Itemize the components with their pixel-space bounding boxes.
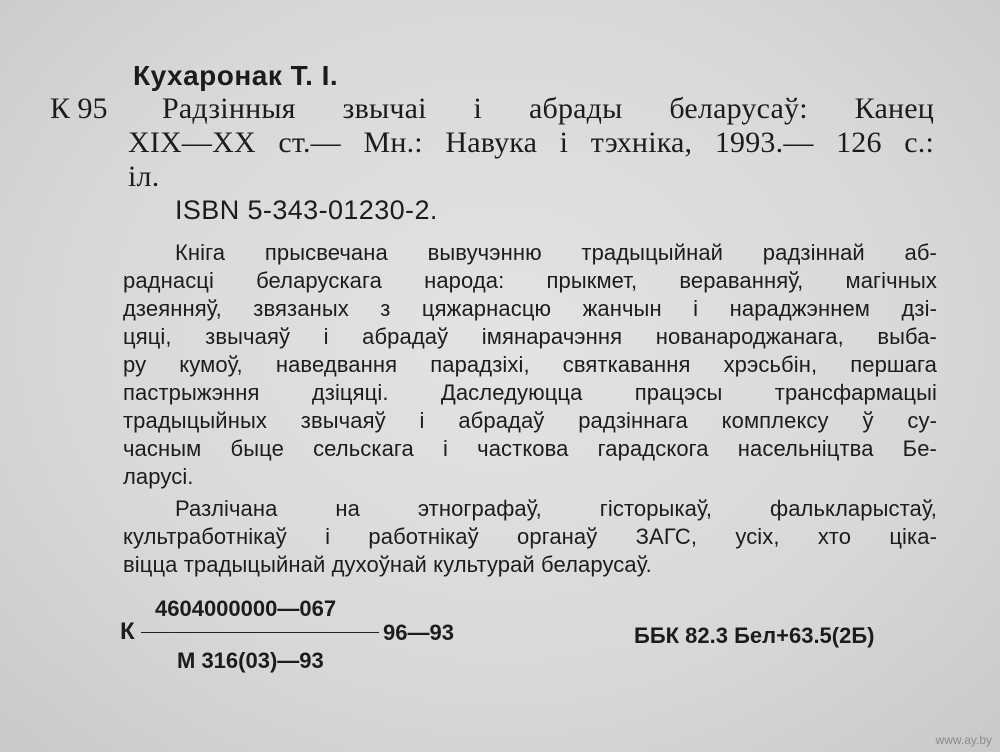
isbn: ISBN 5-343-01230-2. xyxy=(175,195,438,225)
abstract-line-8: часным быце сельскага і часткова гарадскога насельніцтва Бе- xyxy=(123,436,937,461)
audience-line-1: Разлічана на этнографаў, гісторыкаў, фалькларыстаў, xyxy=(175,496,937,521)
index-letter: К xyxy=(120,618,135,645)
class-code: К 95 xyxy=(50,92,108,125)
audience-line-3: віцца традыцыйнай духоўнай культурай беларусаў. xyxy=(123,552,652,577)
abstract-line-7: традыцыйных звычаяў і абрадаў радзіннага комплексу ў су- xyxy=(123,408,937,433)
author-name: Кухаронак Т. І. xyxy=(133,60,339,91)
bbk-code: ББК 82.3 Бел+63.5(2Б) xyxy=(634,623,875,648)
index-denominator: М 316(03)—93 xyxy=(177,648,324,673)
fraction-divider xyxy=(141,632,379,633)
bibliographic-line-1: Радзінныя звычаі і абрады беларусаў: Канец xyxy=(162,92,934,125)
abstract-line-2: раднасці беларускага народа: прыкмет, вераванняў, магічных xyxy=(123,268,937,293)
index-suffix: 96—93 xyxy=(383,620,454,645)
audience-line-2: культработнікаў і работнікаў органаў ЗАГС, усіх, хто ціка- xyxy=(123,524,937,549)
abstract-line-1: Кніга прысвечана вывучэнню традыцыйнай радзіннай аб- xyxy=(175,240,937,265)
bibliographic-line-2: XIX—XX ст.— Мн.: Навука і тэхніка, 1993.— 126 с.: xyxy=(128,126,934,159)
abstract-line-6: пастрыжэння дзіцяці. Даследуюцца працэсы трансфармацыі xyxy=(123,380,937,405)
abstract-line-9: ларусі. xyxy=(123,464,194,489)
abstract-line-3: дзеянняў, звязаных з цяжарнасцю жанчын і нараджэннем дзі- xyxy=(123,296,937,321)
abstract-line-5: ру кумоў, наведвання парадзіхі, святкавання хрэсьбін, першага xyxy=(123,352,937,377)
bibliographic-line-3: іл. xyxy=(128,160,160,193)
abstract-line-4: цяці, звычаяў і абрадаў імянарачэння нованароджанага, выба- xyxy=(123,324,937,349)
index-numerator: 4604000000—067 xyxy=(155,596,337,621)
watermark: www.ay.by xyxy=(935,733,992,747)
